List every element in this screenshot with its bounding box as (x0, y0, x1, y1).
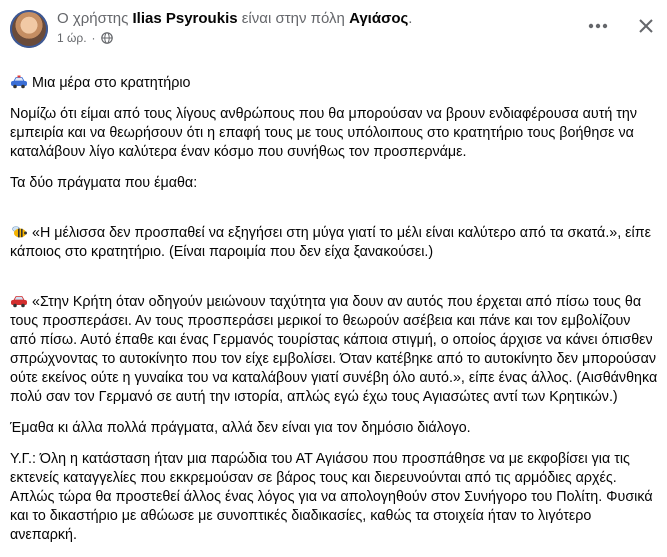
paragraph-more-learned: Έμαθα κι άλλα πολλά πράγματα, αλλά δεν είναι για τον δημόσιο διάλογο. (10, 420, 471, 436)
place-link[interactable]: Αγιάσος (349, 10, 409, 27)
avatar[interactable] (10, 10, 48, 48)
byline-prefix: Ο χρήστης (57, 10, 129, 27)
car-icon (10, 294, 28, 308)
post-title: Μια μέρα στο κρατητήριο (32, 75, 191, 91)
crete-story-text: «Στην Κρήτη όταν οδηγούν μειώνουν ταχύτητα για δουν αν αυτός που έρχεται από πίσω τους θα τους προσπεράσει. Αν τους προσπεράσει μερικοί το θεωρούν ασέβεια και πάνε και τον εμβολίζουν από πίσω. Αυτό έπαθε και ένας Γερμανός τουρίστας κάποια στιγμή, ο οποίος άρχισε να κάνει όπισθεν σπρώχνοντας το αυτοκίνητο που τον είχε εμβολίσει. Όταν κατέβηκε από το αυτοκίνητο δεν μπορούσαν ούτε εκείνος ούτε η γυναίκα του να καταλάβουν γιατί συνέβη όλο αυτό.», είπε ένας άλλος. (Αισθάνθηκα πολύ σαν τον Γερμανό σε αυτή την ιστορία, απλώς εγώ έχω τους Αγιασώτες αντί των Κρητικών.) (10, 294, 658, 405)
post-timestamp[interactable]: 1 ώρ. (57, 31, 87, 45)
paragraph-intro: Νομίζω ότι είμαι από τους λίγους ανθρώπους που θα μπορούσαν να βρουν ενδιαφέρουσα αυτή την εμπειρία και να θεωρήσουν ότι η επαφή τους με τους υπόλοιπους στο κρατητήριο τους βοήθησε να καταλάβουν λίγο καλύτερα έναν κόσμο που συνήθως τον προσπερνάμε. (10, 106, 638, 160)
post-body (10, 55, 660, 557)
post-header (0, 0, 667, 52)
paragraph-lessons-heading: Τα δύο πράγματα που έμαθα: (10, 175, 198, 191)
close-button[interactable] (634, 14, 658, 38)
post-byline (57, 9, 412, 29)
close-icon (638, 18, 654, 34)
more-options-button[interactable] (586, 14, 610, 38)
paragraph-crete-story (10, 274, 660, 407)
post-title-line (10, 55, 660, 93)
paragraph-postscript: Υ.Γ.: Όλη η κατάσταση ήταν μια παρώδια του ΑΤ Αγιάσου που προσπάθησε να με εκφοβίσει για τις εκτενείς καταγγελίες που εκκρεμούσαν σε βάρος τους και διερευνούνται από τις αρμόδιες αρχές. Απλώς τώρα θα προστεθεί άλλος ένας λόγος για να απολογηθούν στον Συνήγορο του Πολίτη. Φυσικά και το δικαστήριο με αθώωσε με συνοπτικές διαδικασίες, καθώς τα στοιχεία ήταν το λιγότερο ανεπαρκή. (10, 451, 653, 543)
meta-separator: · (91, 31, 96, 45)
globe-icon[interactable] (101, 32, 113, 44)
paragraph-bee-quote (10, 205, 660, 262)
bee-icon (10, 225, 28, 239)
byline-middle: είναι στην πόλη (241, 10, 345, 27)
author-name-link[interactable]: Ilias Psyroukis (132, 10, 238, 27)
bee-quote-text: «Η μέλισσα δεν προσπαθεί να εξηγήσει στη μύγα γιατί το μέλι είναι καλύτερο από τα σκατά.», είπε κάποιος στο κρατητήριο. (Είναι παροιμία που δεν είχα ξανακούσει.) (10, 225, 651, 260)
police-car-icon (10, 75, 28, 89)
byline-suffix: . (408, 10, 413, 27)
ellipsis-icon (588, 23, 608, 29)
post-meta (57, 30, 113, 46)
